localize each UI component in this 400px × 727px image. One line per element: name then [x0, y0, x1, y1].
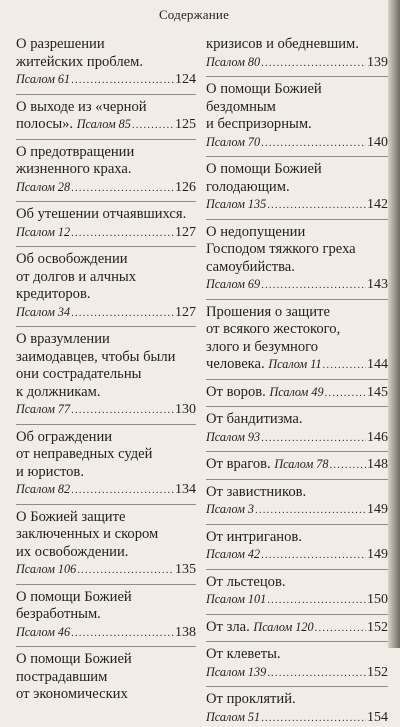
leader-dots [315, 620, 366, 638]
entry-title: От льстецов. [206, 574, 388, 592]
psalm-ref: Псалом 12 [16, 224, 70, 242]
page-number[interactable]: 127 [175, 224, 196, 242]
toc-entry[interactable] [206, 614, 388, 638]
entry-title: О предотвращении [16, 144, 196, 162]
leader-dots [71, 482, 174, 500]
entry-ref-line [206, 384, 388, 403]
entry-ref-line [16, 481, 196, 500]
psalm-ref: Псалом 80 [206, 54, 260, 72]
entry-title: и беспризорным. [206, 116, 388, 134]
toc-entry[interactable] [16, 646, 196, 704]
page-header: Содержание [0, 7, 388, 23]
psalm-ref: Псалом 42 [206, 546, 260, 564]
entry-ref-line [16, 304, 196, 323]
page-number[interactable]: 154 [367, 709, 388, 727]
entry-title: О выходе из «черной [16, 99, 196, 117]
toc-entry[interactable] [206, 76, 388, 152]
page-number[interactable]: 149 [367, 546, 388, 564]
entry-title: Прошения о защите [206, 304, 388, 322]
entry-title: О Божией защите [16, 509, 196, 527]
page-number[interactable]: 126 [175, 179, 196, 197]
leader-dots [267, 665, 366, 683]
leader-dots [77, 562, 174, 580]
leader-dots [325, 385, 366, 403]
entry-title: бездомным [206, 99, 388, 117]
entry-separator [206, 569, 388, 570]
psalm-ref: Псалом 70 [206, 134, 260, 152]
leader-dots [261, 710, 366, 727]
entry-separator [16, 94, 196, 95]
entry-title: от всякого жестокого, [206, 321, 388, 339]
entry-title: кризисов и обедневшим. [206, 36, 388, 54]
entry-ref-line [206, 54, 388, 73]
page-number[interactable]: 135 [175, 561, 196, 579]
entry-ref-line [206, 456, 388, 475]
entry-separator [206, 379, 388, 380]
toc-entry[interactable] [16, 424, 196, 500]
entry-separator [16, 424, 196, 425]
psalm-ref: Псалом 78 [274, 456, 328, 474]
leader-dots [255, 502, 366, 520]
leader-dots [329, 457, 366, 475]
entry-ref-line [206, 276, 388, 295]
page-number[interactable]: 144 [367, 356, 388, 374]
toc-entry[interactable] [206, 451, 388, 475]
entry-ref-line [16, 401, 196, 420]
entry-ref-line [206, 429, 388, 448]
entry-ref-line [16, 561, 196, 580]
toc-entry[interactable] [16, 584, 196, 643]
entry-title: От врагов. [206, 456, 271, 474]
entry-ref-line [16, 71, 196, 90]
page-number[interactable]: 152 [367, 619, 388, 637]
entry-title: От клеветы. [206, 646, 388, 664]
psalm-ref: Псалом 11 [268, 356, 321, 374]
entry-title: пострадавшим [16, 669, 196, 687]
toc-entry[interactable] [206, 299, 388, 375]
entry-title: от долгов и алчных [16, 269, 196, 287]
entry-title: кредиторов. [16, 286, 196, 304]
entry-title: О помощи Божией [16, 589, 196, 607]
entry-separator [206, 686, 388, 687]
psalm-ref: Псалом 51 [206, 709, 260, 727]
entry-title: От интриганов. [206, 529, 388, 547]
entry-title: заимодавцев, чтобы были [16, 349, 196, 367]
entry-separator [206, 156, 388, 157]
entry-title: заключенных и скором [16, 526, 196, 544]
entry-title: Об утешении отчаявшихся. [16, 206, 196, 224]
psalm-ref: Псалом 139 [206, 664, 266, 682]
page-number[interactable]: 125 [175, 116, 196, 134]
leader-dots [132, 117, 174, 135]
entry-title: От завистников. [206, 484, 388, 502]
entry-title: От бандитизма. [206, 411, 388, 429]
page-number[interactable]: 127 [175, 304, 196, 322]
page-number[interactable]: 138 [175, 624, 196, 642]
leader-dots [71, 180, 174, 198]
entry-ref-line [206, 591, 388, 610]
psalm-ref: Псалом 28 [16, 179, 70, 197]
entry-ref-line [16, 179, 196, 198]
entry-separator [206, 479, 388, 480]
entry-title: голодающим. [206, 179, 388, 197]
entry-ref-line [206, 619, 388, 638]
toc-entry[interactable] [206, 156, 388, 215]
entry-title: они сострадательны [16, 366, 196, 384]
entry-separator [16, 201, 196, 202]
toc-entry[interactable] [16, 246, 196, 322]
psalm-ref: Псалом 120 [253, 619, 313, 637]
entry-title: самоубийства. [206, 259, 388, 277]
page-number[interactable]: 146 [367, 429, 388, 447]
entry-title: Господом тяжкого греха [206, 241, 388, 259]
entry-separator [206, 641, 388, 642]
page-number[interactable]: 149 [367, 501, 388, 519]
entry-title: житейских проблем. [16, 54, 196, 72]
entry-title: О помощи Божией [206, 161, 388, 179]
toc-entry[interactable] [206, 686, 388, 727]
toc-column-left [16, 36, 196, 704]
entry-title: полосы». [16, 116, 73, 134]
entry-separator [16, 504, 196, 505]
entry-separator [16, 326, 196, 327]
toc-entry[interactable] [206, 36, 388, 72]
psalm-ref: Псалом 135 [206, 196, 266, 214]
page-number[interactable]: 145 [367, 384, 388, 402]
psalm-ref: Псалом 82 [16, 481, 70, 499]
entry-separator [206, 614, 388, 615]
toc-entry[interactable] [206, 641, 388, 682]
entry-title: От зла. [206, 619, 250, 637]
page-number[interactable]: 130 [175, 401, 196, 419]
entry-separator [16, 646, 196, 647]
psalm-ref: Псалом 101 [206, 591, 266, 609]
toc-entry[interactable] [206, 524, 388, 565]
entry-ref-line [206, 196, 388, 215]
toc-entry[interactable] [206, 406, 388, 447]
entry-title: О недопущении [206, 224, 388, 242]
page-number[interactable]: 148 [367, 456, 388, 474]
entry-title: О помощи Божией [16, 651, 196, 669]
entry-separator [16, 584, 196, 585]
entry-ref-line [16, 624, 196, 643]
entry-separator [206, 219, 388, 220]
leader-dots [71, 72, 174, 90]
entry-separator [16, 246, 196, 247]
entry-title: от экономических [16, 686, 196, 704]
page-edge [388, 0, 400, 648]
entry-ref-line [206, 501, 388, 520]
page-number[interactable]: 152 [367, 664, 388, 682]
entry-title: их освобождении. [16, 544, 196, 562]
page-number[interactable]: 124 [175, 71, 196, 89]
leader-dots [71, 225, 174, 243]
psalm-ref: Псалом 93 [206, 429, 260, 447]
toc-entry[interactable] [206, 479, 388, 520]
entry-title: безработным. [16, 606, 196, 624]
page-number[interactable]: 140 [367, 134, 388, 152]
page-number[interactable]: 150 [367, 591, 388, 609]
leader-dots [267, 592, 366, 610]
leader-dots [261, 430, 366, 448]
psalm-ref: Псалом 3 [206, 501, 254, 519]
page-number[interactable]: 139 [367, 54, 388, 72]
psalm-ref: Псалом 49 [269, 384, 323, 402]
leader-dots [71, 305, 174, 323]
psalm-ref: Псалом 46 [16, 624, 70, 642]
entry-title: Об освобождении [16, 251, 196, 269]
leader-dots [261, 55, 366, 73]
entry-title: От проклятий. [206, 691, 388, 709]
psalm-ref: Псалом 106 [16, 561, 76, 579]
leader-dots [267, 197, 366, 215]
entry-ref-line [206, 134, 388, 153]
page-number[interactable]: 134 [175, 481, 196, 499]
entry-title: О вразумлении [16, 331, 196, 349]
psalm-ref: Псалом 69 [206, 276, 260, 294]
entry-ref-line [206, 546, 388, 565]
leader-dots [261, 135, 366, 153]
leader-dots [71, 625, 174, 643]
entry-title: к должникам. [16, 384, 196, 402]
entry-title: О помощи Божией [206, 81, 388, 99]
entry-title: От воров. [206, 384, 266, 402]
toc-entry[interactable] [16, 139, 196, 198]
leader-dots [323, 357, 366, 375]
leader-dots [71, 402, 174, 420]
entry-ref-line [16, 224, 196, 243]
entry-separator [206, 524, 388, 525]
toc-column-right [206, 36, 388, 727]
psalm-ref: Псалом 34 [16, 304, 70, 322]
entry-separator [206, 451, 388, 452]
toc-entry[interactable] [16, 326, 196, 420]
entry-separator [16, 139, 196, 140]
toc-entry[interactable] [16, 201, 196, 242]
entry-title: от неправедных судей [16, 446, 196, 464]
psalm-ref: Псалом 77 [16, 401, 70, 419]
page-number[interactable]: 143 [367, 276, 388, 294]
toc-entry[interactable] [16, 504, 196, 580]
entry-title: жизненного краха. [16, 161, 196, 179]
entry-separator [206, 406, 388, 407]
entry-ref-line [206, 709, 388, 727]
entry-title: Об ограждении [16, 429, 196, 447]
toc-entry[interactable] [16, 36, 196, 90]
entry-title: злого и безумного [206, 339, 388, 357]
leader-dots [261, 277, 366, 295]
toc-entry[interactable] [206, 219, 388, 295]
entry-ref-line [206, 664, 388, 683]
psalm-ref: Псалом 85 [77, 116, 131, 134]
entry-separator [206, 76, 388, 77]
page-number[interactable]: 142 [367, 196, 388, 214]
toc-entry[interactable] [16, 94, 196, 135]
entry-title: О разрешении [16, 36, 196, 54]
entry-ref-line [206, 356, 388, 375]
entry-ref-line [16, 116, 196, 135]
entry-title: и юристов. [16, 464, 196, 482]
entry-title: человека. [206, 356, 265, 374]
toc-entry[interactable] [206, 379, 388, 403]
leader-dots [261, 547, 366, 565]
entry-separator [206, 299, 388, 300]
psalm-ref: Псалом 61 [16, 71, 70, 89]
toc-entry[interactable] [206, 569, 388, 610]
